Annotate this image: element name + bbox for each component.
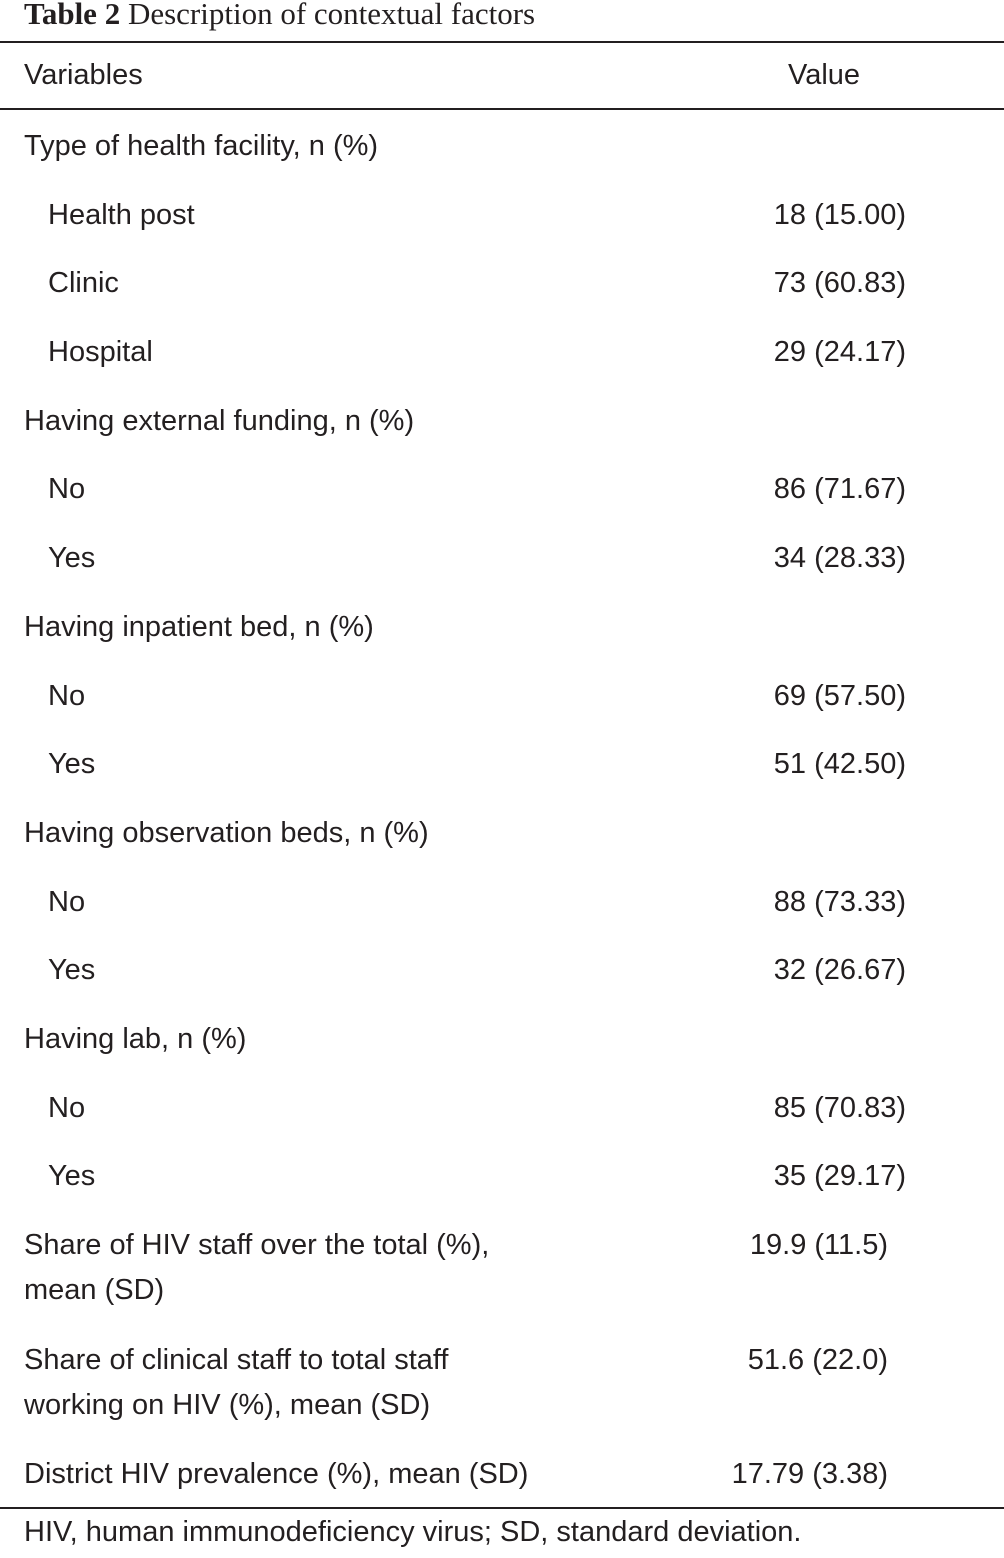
row-value: 51 (42.50)	[773, 748, 906, 781]
table-row	[0, 387, 1004, 456]
row-label: Yes	[48, 542, 96, 575]
table-row	[0, 1440, 1004, 1500]
table-row	[0, 318, 1004, 387]
row-value: 32 (26.67)	[773, 954, 906, 987]
table-row	[0, 455, 1004, 524]
table-row	[0, 1142, 1004, 1211]
row-label: Yes	[48, 1160, 96, 1193]
row-label-line-2: working on HIV (%), mean (SD)	[24, 1388, 431, 1421]
table-bottom-rule	[0, 1507, 1004, 1509]
table-footnote: HIV, human immunodeficiency virus; SD, standard deviation.	[24, 1516, 802, 1548]
table-caption	[24, 0, 535, 34]
row-label: No	[48, 679, 86, 712]
row-value: 29 (24.17)	[773, 336, 906, 369]
row-label: Yes	[48, 954, 96, 987]
row-value: 86 (71.67)	[773, 473, 906, 506]
table-caption-text: Description of contextual factors	[127, 0, 536, 31]
row-label: Yes	[48, 748, 96, 781]
row-value: 88 (73.33)	[773, 885, 906, 918]
row-value: 17.79 (3.38)	[731, 1458, 888, 1491]
row-label: No	[48, 473, 86, 506]
row-label-line-1: Share of clinical staff to total staff	[24, 1343, 449, 1376]
row-label-line-1: Share of HIV staff over the total (%),	[24, 1229, 490, 1261]
row-label	[24, 1338, 624, 1428]
row-label: Having observation beds, n (%)	[24, 816, 429, 849]
table-row	[0, 249, 1004, 318]
row-label: Having lab, n (%)	[24, 1022, 247, 1055]
table-row	[0, 799, 1004, 868]
row-label: Health post	[48, 198, 195, 231]
column-header-value: Value	[788, 59, 861, 91]
row-label: District HIV prevalence (%), mean (SD)	[24, 1458, 529, 1491]
row-label: No	[48, 1091, 86, 1124]
row-value: 34 (28.33)	[773, 542, 906, 575]
row-value: 35 (29.17)	[773, 1160, 906, 1193]
table-body	[0, 112, 1004, 1500]
row-value: 51.6 (22.0)	[747, 1343, 888, 1376]
table-row	[0, 593, 1004, 662]
row-label: Clinic	[48, 267, 119, 300]
table-row	[0, 524, 1004, 593]
row-label: Hospital	[48, 336, 153, 369]
row-value: 85 (70.83)	[773, 1091, 906, 1124]
table-row	[0, 181, 1004, 250]
row-value: 18 (15.00)	[773, 198, 906, 231]
row-value: 73 (60.83)	[773, 267, 906, 300]
table-row	[0, 1005, 1004, 1074]
row-label: Having external funding, n (%)	[24, 404, 415, 437]
table-row	[0, 868, 1004, 937]
table-row	[0, 112, 1004, 181]
table-row	[0, 936, 1004, 1005]
table-row	[0, 730, 1004, 799]
table-row	[0, 1326, 1004, 1441]
table-header-rule	[0, 108, 1004, 110]
table-header-row	[0, 43, 1004, 108]
column-header-variables: Variables	[24, 59, 143, 91]
table-row	[0, 1211, 1004, 1326]
row-value: 19.9 (11.5)	[749, 1229, 888, 1261]
row-label-line-2: mean (SD)	[24, 1274, 165, 1306]
row-label: Type of health facility, n (%)	[24, 130, 379, 162]
table-row	[0, 662, 1004, 731]
row-label: Having inpatient bed, n (%)	[24, 610, 374, 643]
table-row	[0, 1074, 1004, 1143]
table-caption-label: Table 2	[24, 0, 121, 31]
row-label: No	[48, 885, 86, 918]
row-label	[24, 1223, 624, 1313]
row-value: 69 (57.50)	[773, 679, 906, 712]
